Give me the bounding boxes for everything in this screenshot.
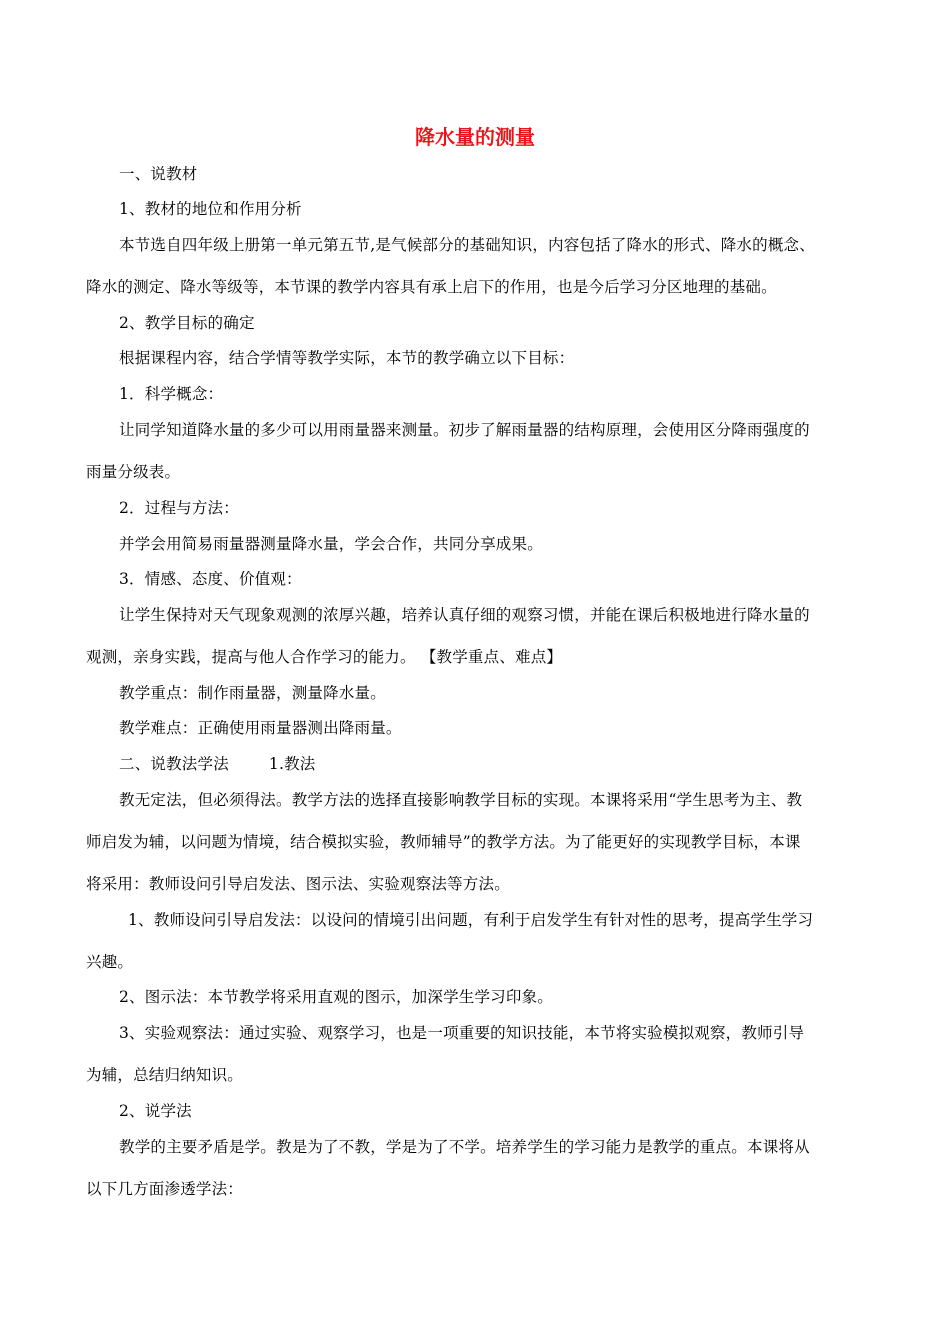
paragraph-line: 为辅，总结归纳知识。: [86, 1066, 244, 1084]
paragraph-line: 兴趣。: [86, 953, 134, 971]
methods-heading-left: 二、说教法学法: [119, 755, 229, 773]
methods-heading-right: 1.教法: [268, 755, 316, 773]
section-heading-methods: [86, 753, 919, 775]
subheading-objectives: 2、教学目标的确定: [119, 314, 255, 332]
paragraph-line: 本节选自四年级上册第一单元第五节,是气候部分的基础知识，内容包括了降水的形式、降水的概念、: [119, 236, 815, 254]
key-point-line: 教学重点：制作雨量器，测量降水量。: [119, 684, 386, 702]
paragraph-line: 降水的测定、降水等级等，本节课的教学内容具有承上启下的作用，也是今后学习分区地理的基础。: [86, 278, 777, 296]
paragraph-line: 根据课程内容，结合学情等教学实际，本节的教学确立以下目标：: [119, 349, 575, 367]
subheading-learning-methods: 2、说学法: [119, 1102, 192, 1120]
paragraph-line: 让同学知道降水量的多少可以用雨量器来测量。初步了解雨量器的结构原理，会使用区分降雨强度的: [119, 421, 810, 439]
paragraph-line: 3、实验观察法：通过实验、观察学习，也是一项重要的知识技能，本节将实验模拟观察，教师引导: [119, 1024, 805, 1042]
objective-heading-process: 2．过程与方法：: [119, 499, 239, 517]
paragraph-line: 将采用：教师设问引导启发法、图示法、实验观察法等方法。: [86, 875, 510, 893]
objective-heading-science: 1．科学概念：: [119, 385, 224, 403]
paragraph-line: 2、图示法：本节教学将采用直观的图示，加深学生学习印象。: [119, 988, 553, 1006]
paragraph-line: 并学会用简易雨量器测量降水量，学会合作，共同分享成果。: [119, 535, 543, 553]
paragraph-line: 1、教师设问引导启发法：以设问的情境引出问题，有利于启发学生有针对性的思考，提高学生学习: [128, 911, 814, 929]
paragraph-line: 教无定法，但必须得法。教学方法的选择直接影响教学目标的实现。本课将采用“学生思考为主、教: [119, 791, 803, 809]
difficult-point-line: 教学难点：正确使用雨量器测出降雨量。: [119, 719, 402, 737]
paragraph-line: 以下几方面渗透学法：: [86, 1180, 244, 1198]
subheading-position-role: 1、教材的地位和作用分析: [119, 200, 302, 218]
paragraph-line: 让学生保持对天气现象观测的浓厚兴趣，培养认真仔细的观察习惯，并能在课后积极地进行降水量的: [119, 606, 810, 624]
section-heading-textbook: 一、说教材: [119, 165, 198, 183]
paragraph-line: 师启发为辅，以问题为情境，结合模拟实验，教师辅导”的教学方法。为了能更好的实现教学目标，本课: [86, 833, 801, 851]
document-title: 降水量的测量: [415, 125, 535, 149]
paragraph-line: 教学的主要矛盾是学。教是为了不教，学是为了不学。培养学生的学习能力是教学的重点。本课将从: [119, 1138, 810, 1156]
paragraph-line: 雨量分级表。: [86, 463, 181, 481]
paragraph-line: 观测，亲身实践，提高与他人合作学习的能力。 【教学重点、难点】: [86, 648, 563, 666]
objective-heading-attitude: 3．情感、态度、价值观：: [119, 570, 302, 588]
